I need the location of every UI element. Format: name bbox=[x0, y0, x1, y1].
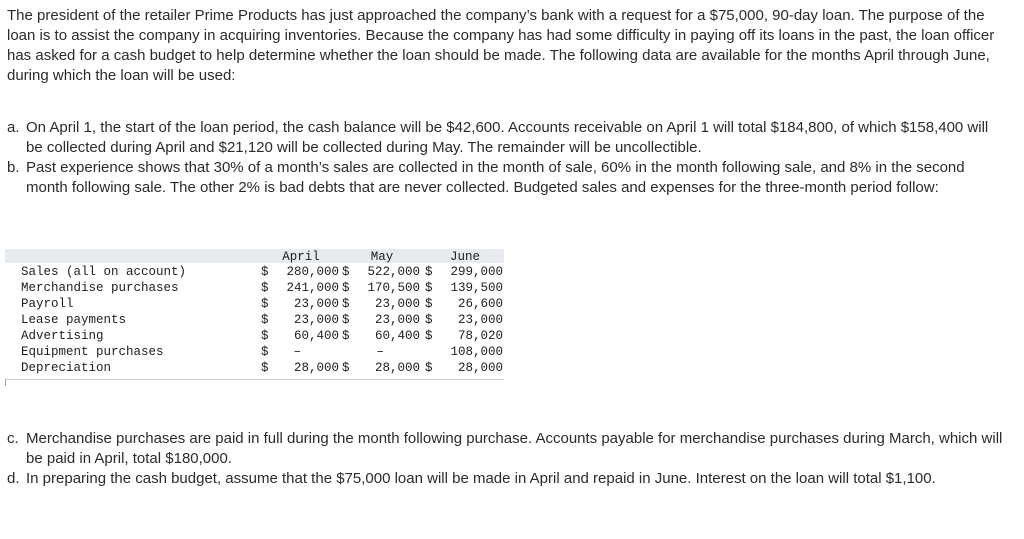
cell-value: 28,000 bbox=[293, 361, 339, 375]
currency-symbol: $ bbox=[425, 265, 433, 279]
row-label: Advertising bbox=[21, 329, 104, 343]
cell-value: 280,000 bbox=[286, 265, 339, 279]
currency-symbol: $ bbox=[342, 313, 350, 327]
item-marker: d. bbox=[7, 470, 20, 487]
row-label: Payroll bbox=[21, 297, 74, 311]
cell-value: 23,000 bbox=[374, 297, 420, 311]
table-row bbox=[5, 344, 504, 360]
row-label: Sales (all on account) bbox=[21, 265, 187, 279]
column-header-may: May bbox=[370, 250, 394, 264]
cell-value: 108,000 bbox=[450, 345, 503, 359]
item-text: Merchandise purchases are paid in full during the month following purchase. Accounts payable for merchandise purchases during March, which will be paid in April, total $180,000. bbox=[26, 430, 1003, 467]
cell-value: 78,020 bbox=[457, 329, 503, 343]
cell-value: 23,000 bbox=[374, 313, 420, 327]
data-list-ab bbox=[7, 118, 1007, 198]
table-row bbox=[5, 328, 504, 344]
list-item-b bbox=[7, 158, 1007, 198]
currency-symbol: $ bbox=[261, 329, 269, 343]
table-corner-mark bbox=[5, 379, 6, 386]
cell-value: 23,000 bbox=[293, 313, 339, 327]
cell-value: 28,000 bbox=[374, 361, 420, 375]
cell-value: 170,500 bbox=[367, 281, 420, 295]
currency-symbol: $ bbox=[342, 265, 350, 279]
row-label: Lease payments bbox=[21, 313, 127, 327]
table-bottom-rule bbox=[5, 379, 504, 380]
cell-value: 28,000 bbox=[457, 361, 503, 375]
row-label: Merchandise purchases bbox=[21, 281, 179, 295]
currency-symbol: $ bbox=[261, 297, 269, 311]
table-row bbox=[5, 280, 504, 296]
currency-symbol: $ bbox=[342, 297, 350, 311]
currency-symbol: $ bbox=[342, 281, 350, 295]
currency-symbol: $ bbox=[342, 361, 350, 375]
list-item-d bbox=[7, 469, 1007, 489]
cell-value: 60,400 bbox=[293, 329, 339, 343]
item-marker: a. bbox=[7, 119, 20, 136]
row-label: Equipment purchases bbox=[21, 345, 164, 359]
table-row bbox=[5, 296, 504, 312]
currency-symbol: $ bbox=[425, 361, 433, 375]
item-text: In preparing the cash budget, assume that the $75,000 loan will be made in April and repaid in June. Interest on the loan will total $1,100. bbox=[26, 470, 936, 487]
table-row bbox=[5, 264, 504, 280]
cell-value: – bbox=[376, 345, 384, 359]
problem-intro: The president of the retailer Prime Products has just approached the company’s bank with a request for a $75,000, 90-day loan. The purpose of the loan is to assist the company in acquiring inventories. Because the company has had some difficulty in paying off its loans in the past, the loan officer has asked for a cash budget to help determine whether the loan should be made. The following data are available for the months April through June, during which the loan will be used: bbox=[7, 7, 995, 84]
currency-symbol: $ bbox=[261, 361, 269, 375]
currency-symbol: $ bbox=[342, 329, 350, 343]
cell-value: 23,000 bbox=[293, 297, 339, 311]
currency-symbol: $ bbox=[425, 281, 433, 295]
cell-value: 299,000 bbox=[450, 265, 503, 279]
cell-value: 60,400 bbox=[374, 329, 420, 343]
table-header-row bbox=[5, 249, 504, 265]
currency-symbol: $ bbox=[261, 265, 269, 279]
table-row bbox=[5, 312, 504, 328]
list-item-c bbox=[7, 429, 1007, 469]
cell-value: 139,500 bbox=[450, 281, 503, 295]
item-marker: b. bbox=[7, 159, 20, 176]
column-header-june: June bbox=[449, 250, 480, 264]
item-text: Past experience shows that 30% of a month’s sales are collected in the month of sale, 60% in the month following sale, and 8% in the second month following sale. The other 2% is bad debts that are never collected. Budgeted sales and expenses for the three-month period follow: bbox=[26, 159, 965, 196]
cell-value: 23,000 bbox=[457, 313, 503, 327]
cell-value: 522,000 bbox=[367, 265, 420, 279]
currency-symbol: $ bbox=[261, 345, 269, 359]
item-marker: c. bbox=[7, 430, 19, 447]
cell-value: 241,000 bbox=[286, 281, 339, 295]
currency-symbol: $ bbox=[261, 281, 269, 295]
currency-symbol: $ bbox=[261, 313, 269, 327]
currency-symbol: $ bbox=[425, 329, 433, 343]
item-text: On April 1, the start of the loan period, the cash balance will be $42,600. Accounts receivable on April 1 will total $184,800, of which $158,400 will be collected during April and $21,120 will be collected during May. The remainder will be uncollectible. bbox=[26, 119, 989, 156]
row-label: Depreciation bbox=[21, 361, 112, 375]
data-list-cd bbox=[7, 429, 1007, 489]
currency-symbol: $ bbox=[425, 313, 433, 327]
cell-value: 26,600 bbox=[457, 297, 503, 311]
column-header-april: April bbox=[282, 250, 320, 264]
table-row bbox=[5, 360, 504, 376]
cell-value: – bbox=[293, 345, 301, 359]
list-item-a bbox=[7, 118, 1007, 158]
currency-symbol: $ bbox=[425, 297, 433, 311]
